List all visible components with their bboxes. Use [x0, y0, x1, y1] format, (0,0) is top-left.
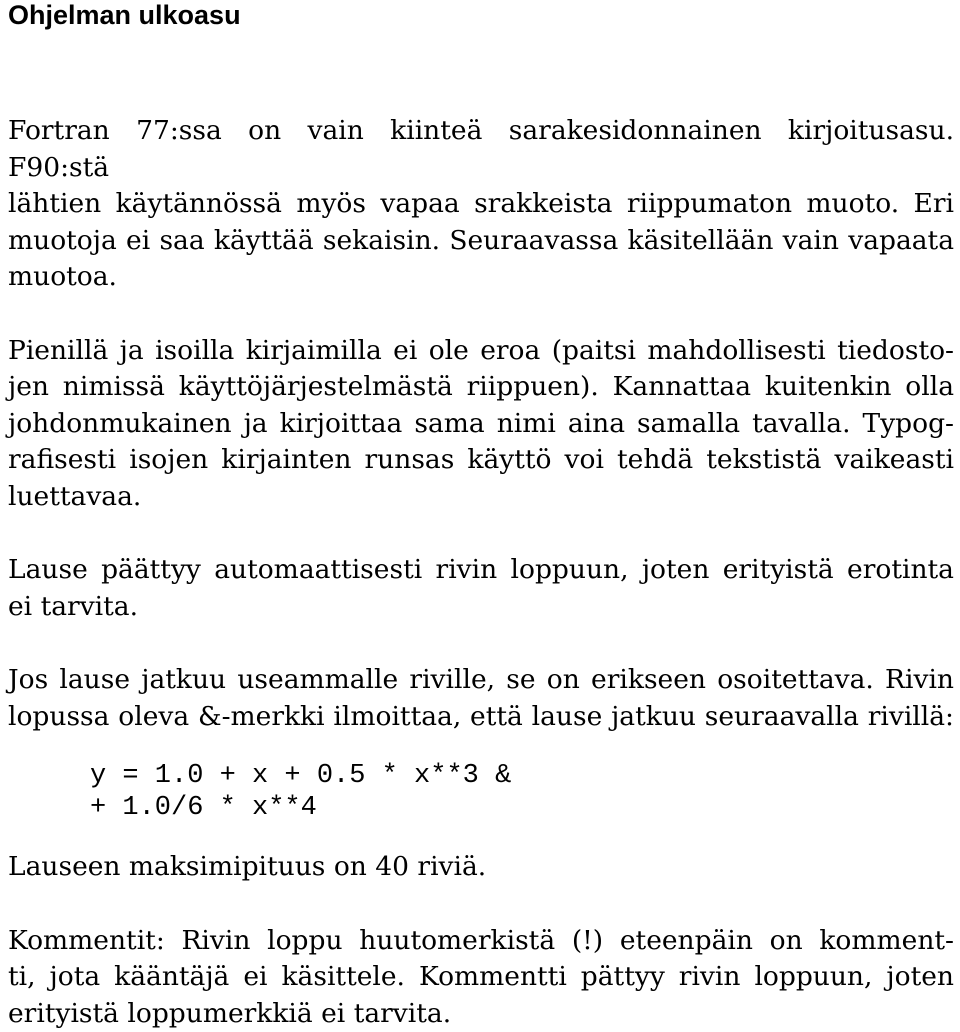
text-line: ei tarvita.: [8, 589, 954, 626]
text-line: muotoja ei saa käyttää sekaisin. Seuraavassa käsitellään vain vapaata: [8, 223, 954, 260]
text-line: erityistä loppumerkkiä ei tarvita.: [8, 996, 954, 1032]
text-line: Jos lause jatkuu useammalle riville, se on erikseen osoitettava. Rivin: [8, 662, 954, 699]
code-line: y = 1.0 + x + 0.5 * x**3 &: [90, 760, 954, 792]
text-line: lopussa oleva &-merkki ilmoittaa, että lause jatkuu seuraavalla rivillä:: [8, 699, 954, 736]
text-line: luettavaa.: [8, 479, 954, 516]
text-line: Kommentit: Rivin loppu huutomerkistä (!) eteenpäin on komment-: [8, 923, 954, 960]
text-line: Fortran 77:ssa on vain kiinteä sarakesidonnainen kirjoitusasu. F90:stä: [8, 113, 954, 186]
text-line: Pienillä ja isoilla kirjaimilla ei ole eroa (paitsi mahdollisesti tiedosto-: [8, 333, 954, 370]
code-example: [90, 760, 954, 824]
paragraph-max-length: [8, 849, 954, 886]
text-line: muotoa.: [8, 259, 954, 296]
paragraph-spacer: [8, 296, 954, 333]
document-body: [8, 113, 954, 1032]
paragraph-comments: [8, 923, 954, 1032]
text-line: rafisesti isojen kirjainten runsas käyttö voi tehdä tekstistä vaikeasti: [8, 442, 954, 479]
page-title: Ohjelman ulkoasu: [8, 0, 241, 30]
code-spacer: [8, 824, 954, 849]
paragraph-statement-end: [8, 552, 954, 625]
paragraph-spacer: [8, 625, 954, 662]
text-line: Lauseen maksimipituus on 40 riviä.: [8, 849, 954, 886]
paragraph-fixed-form: [8, 113, 954, 296]
text-line: ti, jota kääntäjä ei käsittele. Kommentti pättyy rivin loppuun, joten: [8, 959, 954, 996]
paragraph-spacer: [8, 515, 954, 552]
text-line: jen nimissä käyttöjärjestelmästä riippuen). Kannattaa kuitenkin olla: [8, 369, 954, 406]
paragraph-case-sensitivity: [8, 333, 954, 516]
paragraph-spacer: [8, 886, 954, 923]
text-line: Lause päättyy automaattisesti rivin loppuun, joten erityistä erotinta: [8, 552, 954, 589]
text-line: lähtien käytännössä myös vapaa srakkeista riippumaton muoto. Eri: [8, 186, 954, 223]
code-line: + 1.0/6 * x**4: [90, 792, 954, 824]
text-line: johdonmukainen ja kirjoittaa sama nimi aina samalla tavalla. Typog-: [8, 406, 954, 443]
paragraph-continuation: [8, 662, 954, 735]
